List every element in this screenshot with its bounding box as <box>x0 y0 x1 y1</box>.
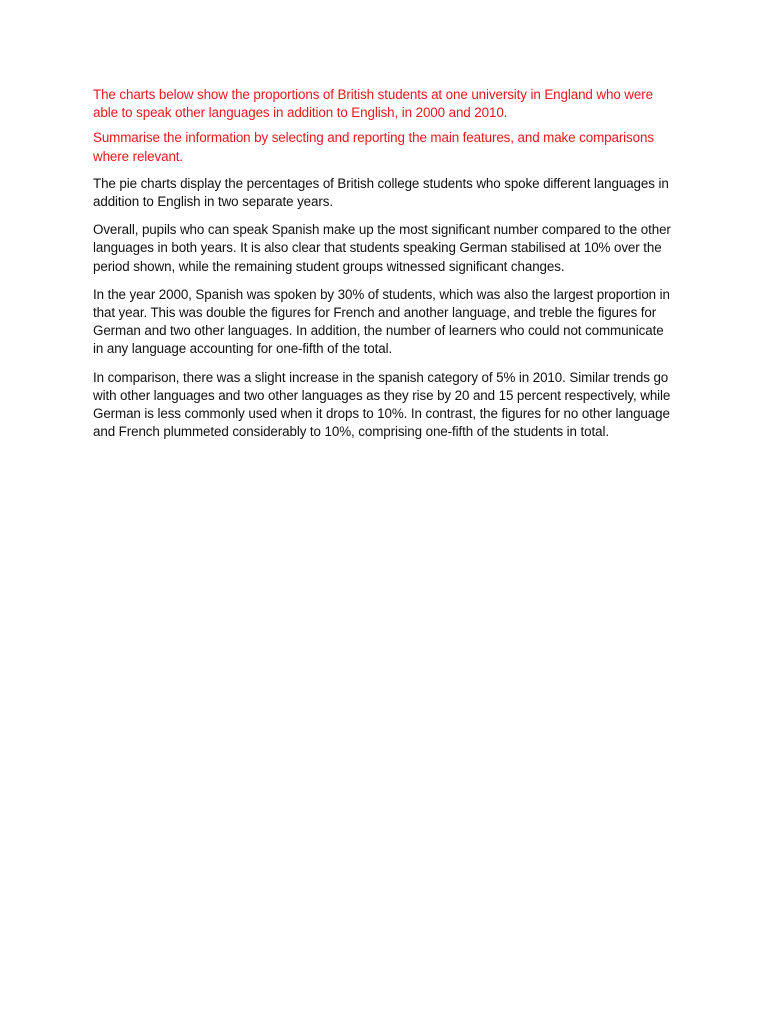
essay-body-2000: In the year 2000, Spanish was spoken by 30% of students, which was also the largest proportion in that year. This was double the figures for French and another language, and treble the figures for German and two other languages. In addition, the number of learners who could not communicate in any language accounting for one-fifth of the total. <box>93 286 670 357</box>
task-instruction: Summarise the information by selecting and reporting the main features, and make comparisons where relevant. <box>93 130 654 164</box>
essay-overview: Overall, pupils who can speak Spanish make up the most significant number compared to the other languages in both years. It is also clear that students speaking German stabilised at 10% over the period shown, while the remaining student groups witnessed significant changes. <box>93 222 671 274</box>
essay-introduction: The pie charts display the percentages of British college students who spoke different languages in addition to English in two separate years. <box>93 175 669 210</box>
task-prompt: The charts below show the proportions of British students at one university in England who were able to speak other languages in addition to English, in 2000 and 2010. <box>93 87 653 121</box>
document-page <box>93 86 673 441</box>
essay-body-2010: In comparison, there was a slight increase in the spanish category of 5% in 2010. Similar trends go with other languages and two other languages as they rise by 20 and 15 percent respectively, while German is less commonly used when it drops to 10%. In contrast, the figures for no other language and French plummeted considerably to 10%, comprising one-fifth of the students in total. <box>93 369 671 440</box>
